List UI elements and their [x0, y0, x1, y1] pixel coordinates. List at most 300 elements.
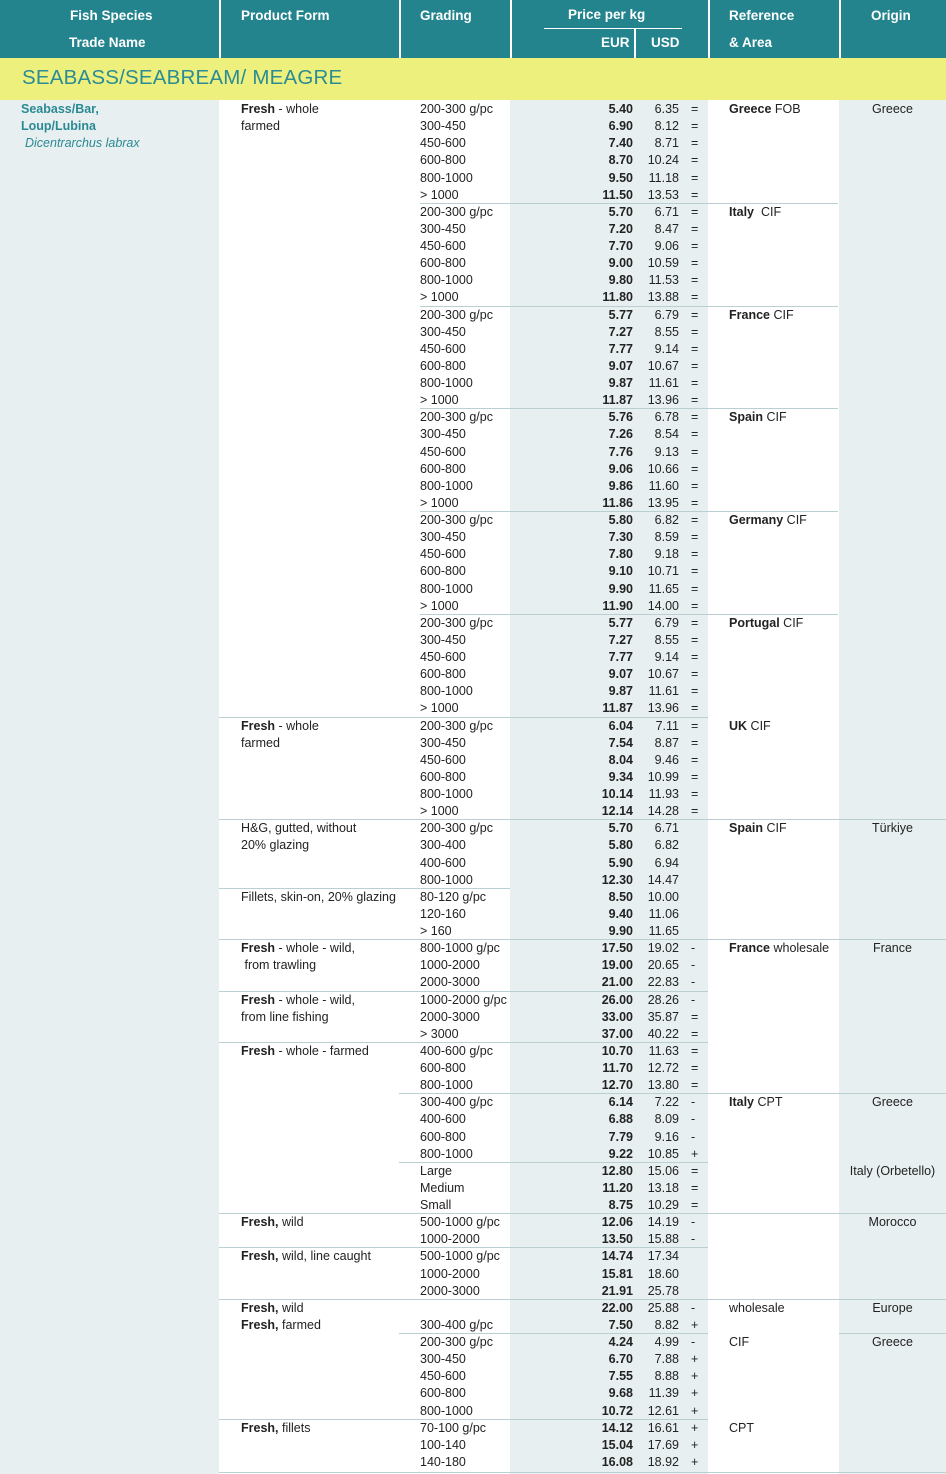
table-row	[0, 135, 946, 152]
eur-price-cell: 12.14	[601, 804, 633, 818]
header-reference-line2: & Area	[729, 35, 773, 50]
grading-cell: > 3000	[420, 1027, 459, 1041]
table-row	[0, 307, 946, 324]
eur-price-cell: 9.40	[608, 907, 633, 921]
usd-price-cell: 28.26	[647, 993, 679, 1007]
eur-price-cell: 19.00	[601, 958, 633, 972]
product-form-bold: Fresh,	[241, 1301, 279, 1315]
table-row	[0, 1214, 946, 1231]
usd-price-cell: 15.06	[647, 1164, 679, 1178]
trend-cell: =	[691, 359, 699, 373]
grading-cell: 800-1000	[420, 1404, 473, 1418]
grading-cell: 400-600	[420, 856, 466, 870]
usd-price-cell: 11.53	[648, 273, 679, 287]
product-form-line1	[241, 718, 319, 735]
eur-price-cell: 7.27	[608, 633, 633, 647]
product-form-label	[241, 940, 355, 974]
trend-cell: =	[691, 530, 699, 544]
usd-price-cell: 9.46	[654, 753, 679, 767]
grading-cell: 800-1000	[420, 787, 473, 801]
table-row	[0, 358, 946, 375]
product-form-bold: Fresh	[241, 719, 276, 733]
table-row	[0, 1043, 946, 1060]
product-form-rest: wild	[278, 1301, 304, 1315]
usd-price-cell: 10.24	[647, 153, 679, 167]
table-row	[0, 1403, 946, 1420]
table-row	[0, 478, 946, 495]
grading-cell: 300-450	[420, 633, 466, 647]
usd-price-cell: 14.19	[647, 1215, 679, 1229]
reference-label	[729, 1334, 749, 1351]
reference-label	[729, 512, 807, 529]
product-form-rest: H&G, gutted, without	[241, 821, 357, 835]
usd-price-cell: 14.00	[647, 599, 679, 613]
grading-cell: 2000-3000	[420, 1284, 480, 1298]
usd-price-cell: 9.06	[654, 239, 679, 253]
grading-cell: 80-120 g/pc	[420, 890, 487, 904]
trend-cell: =	[691, 1010, 699, 1024]
trend-cell: =	[691, 256, 699, 270]
eur-price-cell: 22.00	[601, 1301, 633, 1315]
grading-cell: 1000-2000	[420, 1232, 480, 1246]
usd-price-cell: 13.80	[647, 1078, 679, 1092]
product-form-line2: 20% glazing	[241, 838, 310, 852]
row-divider	[219, 1299, 946, 1300]
grading-cell: 600-800	[420, 153, 466, 167]
table-row	[0, 1146, 946, 1163]
table-row	[0, 581, 946, 598]
usd-price-cell: 4.99	[654, 1335, 679, 1349]
product-form-rest: wild, line caught	[278, 1249, 371, 1263]
trend-cell: =	[691, 393, 699, 407]
product-form-line1	[241, 940, 355, 957]
table-row	[0, 1437, 946, 1454]
header-price-label: Price per kg	[568, 7, 646, 22]
trend-cell: =	[691, 787, 699, 801]
grading-cell: 600-800	[420, 770, 466, 784]
eur-price-cell: 11.86	[602, 496, 633, 510]
reference-terms: wholesale	[770, 941, 830, 955]
usd-price-cell: 7.22	[654, 1095, 679, 1109]
usd-price-cell: 12.72	[647, 1061, 679, 1075]
table-row	[0, 923, 946, 940]
table-row	[0, 718, 946, 735]
grading-cell: 2000-3000	[420, 975, 480, 989]
table-row	[0, 598, 946, 615]
eur-price-cell: 15.04	[601, 1438, 633, 1452]
product-form-line2: farmed	[241, 736, 280, 750]
table-row	[0, 906, 946, 923]
grading-cell: 600-800	[420, 256, 466, 270]
eur-price-cell: 9.90	[608, 582, 633, 596]
reference-label	[729, 940, 829, 957]
usd-price-cell: 10.67	[647, 359, 679, 373]
product-form-rest: farmed	[278, 1318, 321, 1332]
eur-price-cell: 11.90	[602, 599, 633, 613]
reference-country: Italy	[729, 205, 755, 219]
grading-cell: Medium	[420, 1181, 465, 1195]
grading-cell: 450-600	[420, 445, 466, 459]
eur-price-cell: 12.30	[601, 873, 633, 887]
header-divider	[510, 0, 512, 58]
product-form-label	[241, 718, 319, 752]
usd-price-cell: 9.13	[654, 445, 679, 459]
table-row	[0, 735, 946, 752]
trend-cell: +	[691, 1421, 699, 1435]
table-row	[0, 1163, 946, 1180]
header-origin	[841, 0, 946, 58]
table-row	[0, 992, 946, 1009]
trend-cell: =	[691, 684, 699, 698]
header-price	[512, 0, 708, 58]
trend-cell: =	[691, 290, 699, 304]
eur-price-cell: 7.27	[608, 325, 633, 339]
usd-price-cell: 14.47	[647, 873, 679, 887]
usd-price-cell: 20.65	[647, 958, 679, 972]
reference-country: UK	[729, 719, 748, 733]
grading-cell: > 1000	[420, 804, 459, 818]
usd-price-cell: 6.82	[654, 513, 679, 527]
trend-cell: =	[691, 1198, 699, 1212]
eur-price-cell: 5.40	[608, 102, 633, 116]
usd-price-cell: 9.18	[654, 547, 679, 561]
grading-cell: 70-100 g/pc	[420, 1421, 487, 1435]
reference-label	[729, 307, 794, 324]
eur-price-cell: 6.14	[608, 1095, 633, 1109]
grading-cell: 200-300 g/pc	[420, 821, 493, 835]
grading-cell: 300-400 g/pc	[420, 1318, 493, 1332]
table-row	[0, 170, 946, 187]
reference-country: Italy	[729, 1095, 755, 1109]
grading-cell: 600-800	[420, 1061, 466, 1075]
trend-cell: =	[691, 325, 699, 339]
species-latin-name: Dicentrarchus labrax	[25, 136, 140, 150]
grading-cell: 300-450	[420, 119, 466, 133]
usd-price-cell: 13.18	[647, 1181, 679, 1195]
product-form-label	[241, 101, 319, 135]
product-form-line1	[241, 820, 356, 837]
trend-cell: =	[691, 239, 699, 253]
usd-price-cell: 7.11	[655, 719, 679, 733]
table-row	[0, 837, 946, 854]
header-usd-label: USD	[651, 35, 680, 50]
trend-cell: -	[691, 941, 696, 955]
grading-cell: 600-800	[420, 359, 466, 373]
trend-cell: -	[691, 1301, 696, 1315]
reference-terms: FOB	[771, 102, 801, 116]
eur-price-cell: 7.26	[608, 427, 633, 441]
table-row	[0, 666, 946, 683]
usd-price-cell: 12.61	[647, 1404, 679, 1418]
trend-cell: =	[691, 308, 699, 322]
eur-price-cell: 7.54	[608, 736, 633, 750]
reference-terms: CPT	[729, 1421, 754, 1435]
usd-price-cell: 6.79	[654, 308, 679, 322]
eur-price-cell: 6.04	[608, 719, 633, 733]
grading-cell: 600-800	[420, 462, 466, 476]
table-row	[0, 221, 946, 238]
usd-price-cell: 6.71	[654, 205, 679, 219]
eur-price-cell: 5.80	[608, 513, 633, 527]
grading-cell: 140-180	[420, 1455, 466, 1469]
reference-label	[729, 820, 787, 837]
eur-price-cell: 37.00	[601, 1027, 633, 1041]
trend-cell: =	[691, 102, 699, 116]
eur-price-cell: 8.50	[608, 890, 633, 904]
trend-cell: +	[691, 1404, 699, 1418]
grading-cell: 300-400	[420, 838, 466, 852]
usd-price-cell: 8.54	[654, 427, 679, 441]
trend-cell: =	[691, 273, 699, 287]
trend-cell: =	[691, 188, 699, 202]
usd-price-cell: 18.92	[647, 1455, 679, 1469]
table-row	[0, 1385, 946, 1402]
table-row	[0, 101, 946, 118]
usd-price-cell: 7.88	[654, 1352, 679, 1366]
usd-price-cell: 8.47	[654, 222, 679, 236]
table-row	[0, 1060, 946, 1077]
trend-cell: =	[691, 342, 699, 356]
trend-cell: =	[691, 770, 699, 784]
usd-price-cell: 8.59	[654, 530, 679, 544]
table-row	[0, 341, 946, 358]
trend-cell: =	[691, 1164, 699, 1178]
grading-cell: > 1000	[420, 290, 459, 304]
grading-cell: 800-1000	[420, 1078, 473, 1092]
eur-price-cell: 5.70	[608, 205, 633, 219]
reference-country: France	[729, 308, 770, 322]
origin-label: Morocco	[868, 1215, 917, 1229]
product-form-rest: - whole - farmed	[275, 1044, 369, 1058]
grading-cell: 800-1000 g/pc	[420, 941, 500, 955]
grading-cell: > 1000	[420, 599, 459, 613]
reference-country: France	[729, 941, 770, 955]
eur-price-cell: 8.75	[608, 1198, 633, 1212]
table-row	[0, 957, 946, 974]
trend-cell: =	[691, 1027, 699, 1041]
usd-price-cell: 11.93	[648, 787, 679, 801]
eur-price-cell: 5.77	[608, 616, 633, 630]
eur-price-cell: 11.50	[602, 188, 633, 202]
origin-label: Greece	[872, 1095, 913, 1109]
header-reference-line1: Reference	[729, 8, 795, 23]
eur-price-cell: 9.06	[608, 462, 633, 476]
grading-cell: 200-300 g/pc	[420, 513, 493, 527]
eur-price-cell: 9.10	[608, 564, 633, 578]
trend-cell: =	[691, 205, 699, 219]
product-form-line1	[241, 992, 355, 1009]
table-row	[0, 187, 946, 204]
usd-price-cell: 10.67	[647, 667, 679, 681]
grading-cell: 600-800	[420, 667, 466, 681]
table-row	[0, 632, 946, 649]
usd-price-cell: 11.63	[648, 1044, 679, 1058]
header-grading-label: Grading	[420, 8, 472, 23]
grading-cell: 800-1000	[420, 479, 473, 493]
usd-price-cell: 10.99	[647, 770, 679, 784]
product-form-line1	[241, 1317, 321, 1334]
reference-label	[729, 1420, 754, 1437]
usd-price-cell: 9.14	[654, 650, 679, 664]
trend-cell: -	[691, 975, 696, 989]
trend-cell: -	[691, 1095, 696, 1109]
table-row	[0, 649, 946, 666]
product-form-label	[241, 1420, 310, 1437]
grading-cell: 300-450	[420, 736, 466, 750]
grading-cell: 200-300 g/pc	[420, 616, 493, 630]
origin-label: Europe	[872, 1301, 913, 1315]
product-form-label	[241, 992, 355, 1026]
reference-label	[729, 204, 781, 221]
origin-label: Türkiye	[872, 821, 913, 835]
grading-cell: 600-800	[420, 1130, 466, 1144]
usd-price-cell: 17.34	[647, 1249, 679, 1263]
usd-price-cell: 11.06	[648, 907, 679, 921]
header-grading	[401, 0, 510, 58]
trend-cell: =	[691, 701, 699, 715]
eur-price-cell: 9.00	[608, 256, 633, 270]
usd-price-cell: 8.55	[654, 325, 679, 339]
grading-cell: 450-600	[420, 547, 466, 561]
usd-price-cell: 9.16	[654, 1130, 679, 1144]
trend-cell: =	[691, 496, 699, 510]
product-form-bold: Fresh,	[241, 1421, 279, 1435]
table-row	[0, 1420, 946, 1437]
table-row	[0, 786, 946, 803]
eur-price-cell: 13.50	[601, 1232, 633, 1246]
table-row	[0, 1180, 946, 1197]
usd-price-cell: 13.95	[647, 496, 679, 510]
product-form-bold: Fresh	[241, 941, 276, 955]
eur-price-cell: 7.20	[608, 222, 633, 236]
usd-price-cell: 15.88	[647, 1232, 679, 1246]
grading-cell: 1000-2000	[420, 958, 480, 972]
trend-cell: =	[691, 633, 699, 647]
eur-price-cell: 11.80	[602, 290, 633, 304]
usd-price-cell: 10.66	[647, 462, 679, 476]
trend-cell: =	[691, 513, 699, 527]
header-divider	[219, 0, 221, 58]
grading-cell: 450-600	[420, 239, 466, 253]
header-divider	[399, 0, 401, 58]
product-form-bold: Fresh	[241, 102, 276, 116]
eur-price-cell: 16.08	[601, 1455, 633, 1469]
grading-cell: 120-160	[420, 907, 466, 921]
trend-cell: =	[691, 136, 699, 150]
table-row	[0, 409, 946, 426]
trend-cell: =	[691, 1061, 699, 1075]
origin-label: France	[873, 941, 912, 955]
table-row	[0, 375, 946, 392]
product-form-bold: Fresh,	[241, 1215, 279, 1229]
reference-label	[729, 409, 787, 426]
table-row	[0, 1266, 946, 1283]
product-form-line1	[241, 1300, 304, 1317]
table-row	[0, 289, 946, 306]
usd-price-cell: 11.39	[648, 1386, 679, 1400]
product-form-bold: Fresh	[241, 993, 276, 1007]
trend-cell: +	[691, 1455, 699, 1469]
grading-cell: 450-600	[420, 342, 466, 356]
usd-price-cell: 8.88	[654, 1369, 679, 1383]
header-price-underline	[544, 28, 682, 29]
eur-price-cell: 10.72	[601, 1404, 633, 1418]
grading-cell: 1000-2000	[420, 1267, 480, 1281]
usd-price-cell: 11.65	[648, 582, 679, 596]
table-row	[0, 700, 946, 717]
product-form-line1	[241, 1248, 371, 1265]
grading-cell: > 1000	[420, 496, 459, 510]
table-row	[0, 1094, 946, 1111]
eur-price-cell: 7.77	[608, 650, 633, 664]
usd-price-cell: 35.87	[647, 1010, 679, 1024]
grading-cell: 300-450	[420, 530, 466, 544]
table-row	[0, 872, 946, 889]
reference-terms: CPT	[754, 1095, 783, 1109]
reference-terms: CIF	[763, 821, 787, 835]
usd-price-cell: 11.18	[648, 171, 679, 185]
product-form-rest: - whole - wild,	[275, 941, 355, 955]
table-row	[0, 324, 946, 341]
product-form-rest: fillets	[278, 1421, 311, 1435]
eur-price-cell: 9.90	[608, 924, 633, 938]
grading-cell: 800-1000	[420, 171, 473, 185]
grading-cell: 600-800	[420, 1386, 466, 1400]
product-form-rest: - whole	[275, 719, 319, 733]
origin-label: Greece	[872, 1335, 913, 1349]
usd-price-cell: 40.22	[647, 1027, 679, 1041]
row-divider	[399, 1333, 708, 1334]
usd-price-cell: 17.69	[647, 1438, 679, 1452]
table-row	[0, 1077, 946, 1094]
trend-cell: +	[691, 1386, 699, 1400]
species-trade-name-line1: Seabass/Bar,	[21, 102, 99, 116]
eur-price-cell: 9.34	[608, 770, 633, 784]
grading-cell: Large	[420, 1164, 452, 1178]
eur-price-cell: 6.88	[608, 1112, 633, 1126]
trend-cell: -	[691, 1112, 696, 1126]
table-row	[0, 238, 946, 255]
usd-price-cell: 8.87	[654, 736, 679, 750]
trend-cell: =	[691, 564, 699, 578]
eur-price-cell: 7.76	[608, 445, 633, 459]
usd-price-cell: 25.78	[647, 1284, 679, 1298]
trend-cell: +	[691, 1318, 699, 1332]
table-row	[0, 1317, 946, 1334]
trend-cell: -	[691, 1130, 696, 1144]
grading-cell: 800-1000	[420, 684, 473, 698]
trend-cell: =	[691, 427, 699, 441]
grading-cell: 300-450	[420, 325, 466, 339]
usd-price-cell: 10.59	[647, 256, 679, 270]
trend-cell: =	[691, 599, 699, 613]
product-form-bold: Fresh	[241, 1044, 276, 1058]
table-row	[0, 1368, 946, 1385]
table-row	[0, 204, 946, 221]
grading-cell: > 1000	[420, 188, 459, 202]
product-form-label	[241, 889, 396, 906]
grading-cell: 600-800	[420, 564, 466, 578]
usd-price-cell: 8.71	[654, 136, 679, 150]
usd-price-cell: 11.61	[648, 684, 679, 698]
grading-cell: 500-1000 g/pc	[420, 1215, 500, 1229]
reference-label	[729, 1094, 783, 1111]
usd-price-cell: 6.71	[654, 821, 679, 835]
reference-country: Germany	[729, 513, 784, 527]
eur-price-cell: 7.30	[608, 530, 633, 544]
reference-label	[729, 615, 803, 632]
header-reference	[710, 0, 839, 58]
